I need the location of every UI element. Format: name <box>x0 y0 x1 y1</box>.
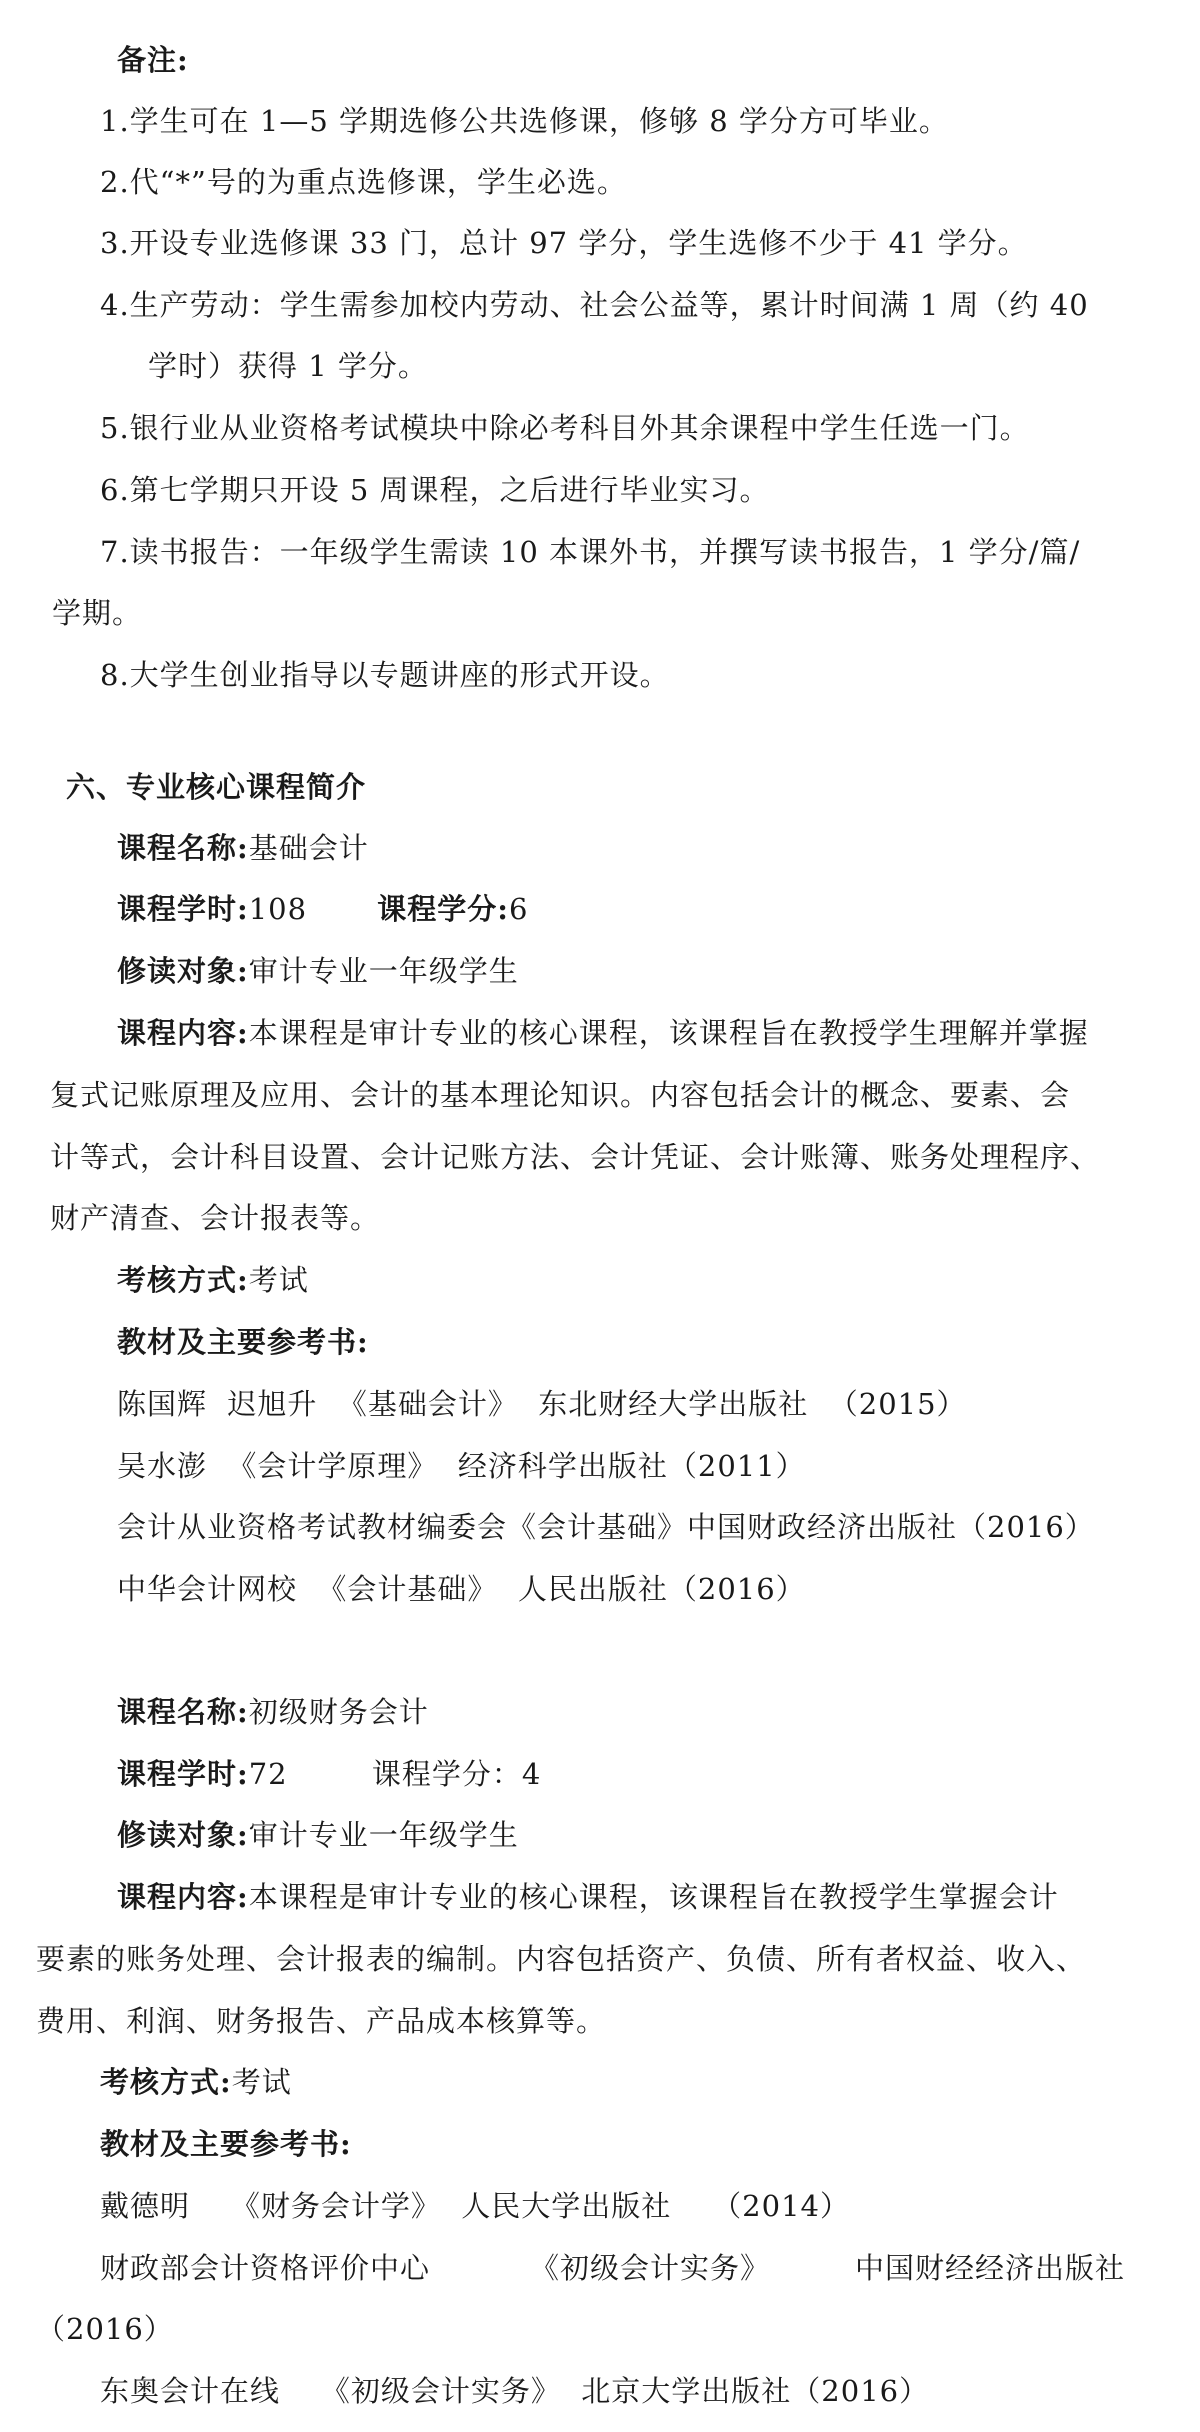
course1-exam-row <box>117 1260 309 1300</box>
note-item-4-cont: 学时）获得 1 学分。 <box>148 349 428 383</box>
course1-content-row <box>117 1013 1089 1053</box>
note-item-4: 4.生产劳动：学生需参加校内劳动、社会公益等，累计时间满 1 周（约 40 <box>100 288 1089 322</box>
note-item-7-cont: 学期。 <box>52 596 143 630</box>
course2-book-2-author: 财政部会计资格评价中心 <box>100 2251 431 2285</box>
note-item-1: 1.学生可在 1—5 学期选修公共选修课，修够 8 学分方可毕业。 <box>100 104 949 138</box>
course1-books-label: 教材及主要参考书: <box>117 1325 369 1359</box>
course1-hours-label: 课程学时: <box>117 892 249 926</box>
course2-content-row <box>117 1877 1059 1917</box>
course1-target: 审计专业一年级学生 <box>248 954 519 988</box>
course2-name-label: 课程名称: <box>117 1695 249 1729</box>
course1-credits-label: 课程学分: <box>377 892 510 926</box>
course2-name: 初级财务会计 <box>248 1695 429 1729</box>
course2-exam: 考试 <box>231 2065 292 2099</box>
course1-content-line-2: 复式记账原理及应用、会计的基本理论知识。内容包括会计的概念、要素、会 <box>50 1078 1071 1112</box>
course2-exam-row <box>100 2062 292 2102</box>
course1-name-row <box>117 828 369 868</box>
note-item-6: 6.第七学期只开设 5 周课程，之后进行毕业实习。 <box>100 473 770 507</box>
note-item-2: 2.代“*”号的为重点选修课，学生必选。 <box>100 165 627 199</box>
course2-book-2-publisher: 中国财经经济出版社 <box>855 2251 1126 2285</box>
course1-hours-row <box>117 889 528 929</box>
course1-content-label: 课程内容: <box>117 1016 249 1050</box>
course1-name-label: 课程名称: <box>117 831 249 865</box>
course2-hours-label: 课程学时: <box>117 1757 249 1791</box>
course1-name: 基础会计 <box>248 831 369 865</box>
course2-content-label: 课程内容: <box>117 1880 249 1914</box>
note-item-8: 8.大学生创业指导以专题讲座的形式开设。 <box>100 658 670 692</box>
course1-book-4: 中华会计网校 《会计基础》 人民出版社（2016） <box>117 1572 806 1606</box>
notes-heading: 备注: <box>117 43 189 77</box>
course2-credits: 课程学分：4 <box>371 1757 542 1791</box>
course1-content-line-3: 计等式，会计科目设置、会计记账方法、会计凭证、会计账簿、账务处理程序、 <box>50 1140 1101 1174</box>
course2-books-label: 教材及主要参考书: <box>100 2127 352 2161</box>
course1-target-row <box>117 951 519 991</box>
course2-hours-row <box>117 1754 541 1794</box>
course2-exam-label: 考核方式: <box>100 2065 232 2099</box>
course1-book-1: 陈国辉 迟旭升 《基础会计》 东北财经大学出版社 （2015） <box>117 1387 967 1421</box>
course1-target-label: 修读对象: <box>117 954 249 988</box>
course2-target: 审计专业一年级学生 <box>248 1818 519 1852</box>
course1-content-line-4: 财产清查、会计报表等。 <box>50 1201 381 1235</box>
course2-target-label: 修读对象: <box>117 1818 249 1852</box>
course1-book-2: 吴水澎 《会计学原理》 经济科学出版社（2011） <box>117 1449 806 1483</box>
course2-content-line-2: 要素的账务处理、会计报表的编制。内容包括资产、负债、所有者权益、收入、 <box>36 1942 1087 1976</box>
note-item-5: 5.银行业从业资格考试模块中除必考科目外其余课程中学生任选一门。 <box>100 411 1030 445</box>
course2-book-2-title: 《初级会计实务》 <box>530 2251 771 2285</box>
course2-content-line-3: 费用、利润、财务报告、产品成本核算等。 <box>36 2004 607 2038</box>
course2-book-1: 戴德明 《财务会计学》 人民大学出版社 （2014） <box>100 2189 850 2223</box>
course1-content-line-1: 本课程是审计专业的核心课程，该课程旨在教授学生理解并掌握 <box>248 1016 1089 1050</box>
note-item-3: 3.开设专业选修课 33 门，总计 97 学分，学生选修不少于 41 学分。 <box>100 226 1028 260</box>
course2-book-3: 东奥会计在线 《初级会计实务》 北京大学出版社（2016） <box>100 2374 930 2408</box>
section-title: 六、专业核心课程简介 <box>66 770 367 804</box>
course2-content-line-1: 本课程是审计专业的核心课程，该课程旨在教授学生掌握会计 <box>248 1880 1059 1914</box>
course1-exam: 考试 <box>248 1263 309 1297</box>
course1-hours: 108 <box>248 892 308 926</box>
course1-book-3: 会计从业资格考试教材编委会《会计基础》中国财政经济出版社（2016） <box>117 1510 1095 1544</box>
course2-name-row <box>117 1692 429 1732</box>
course2-book-2-year: （2016） <box>36 2312 174 2346</box>
note-item-7: 7.读书报告：一年级学生需读 10 本课外书，并撰写读书报告，1 学分/篇/ <box>100 535 1081 569</box>
course1-exam-label: 考核方式: <box>117 1263 249 1297</box>
course2-target-row <box>117 1815 519 1855</box>
course2-hours: 72 <box>248 1757 288 1791</box>
course1-credits: 6 <box>509 892 529 926</box>
